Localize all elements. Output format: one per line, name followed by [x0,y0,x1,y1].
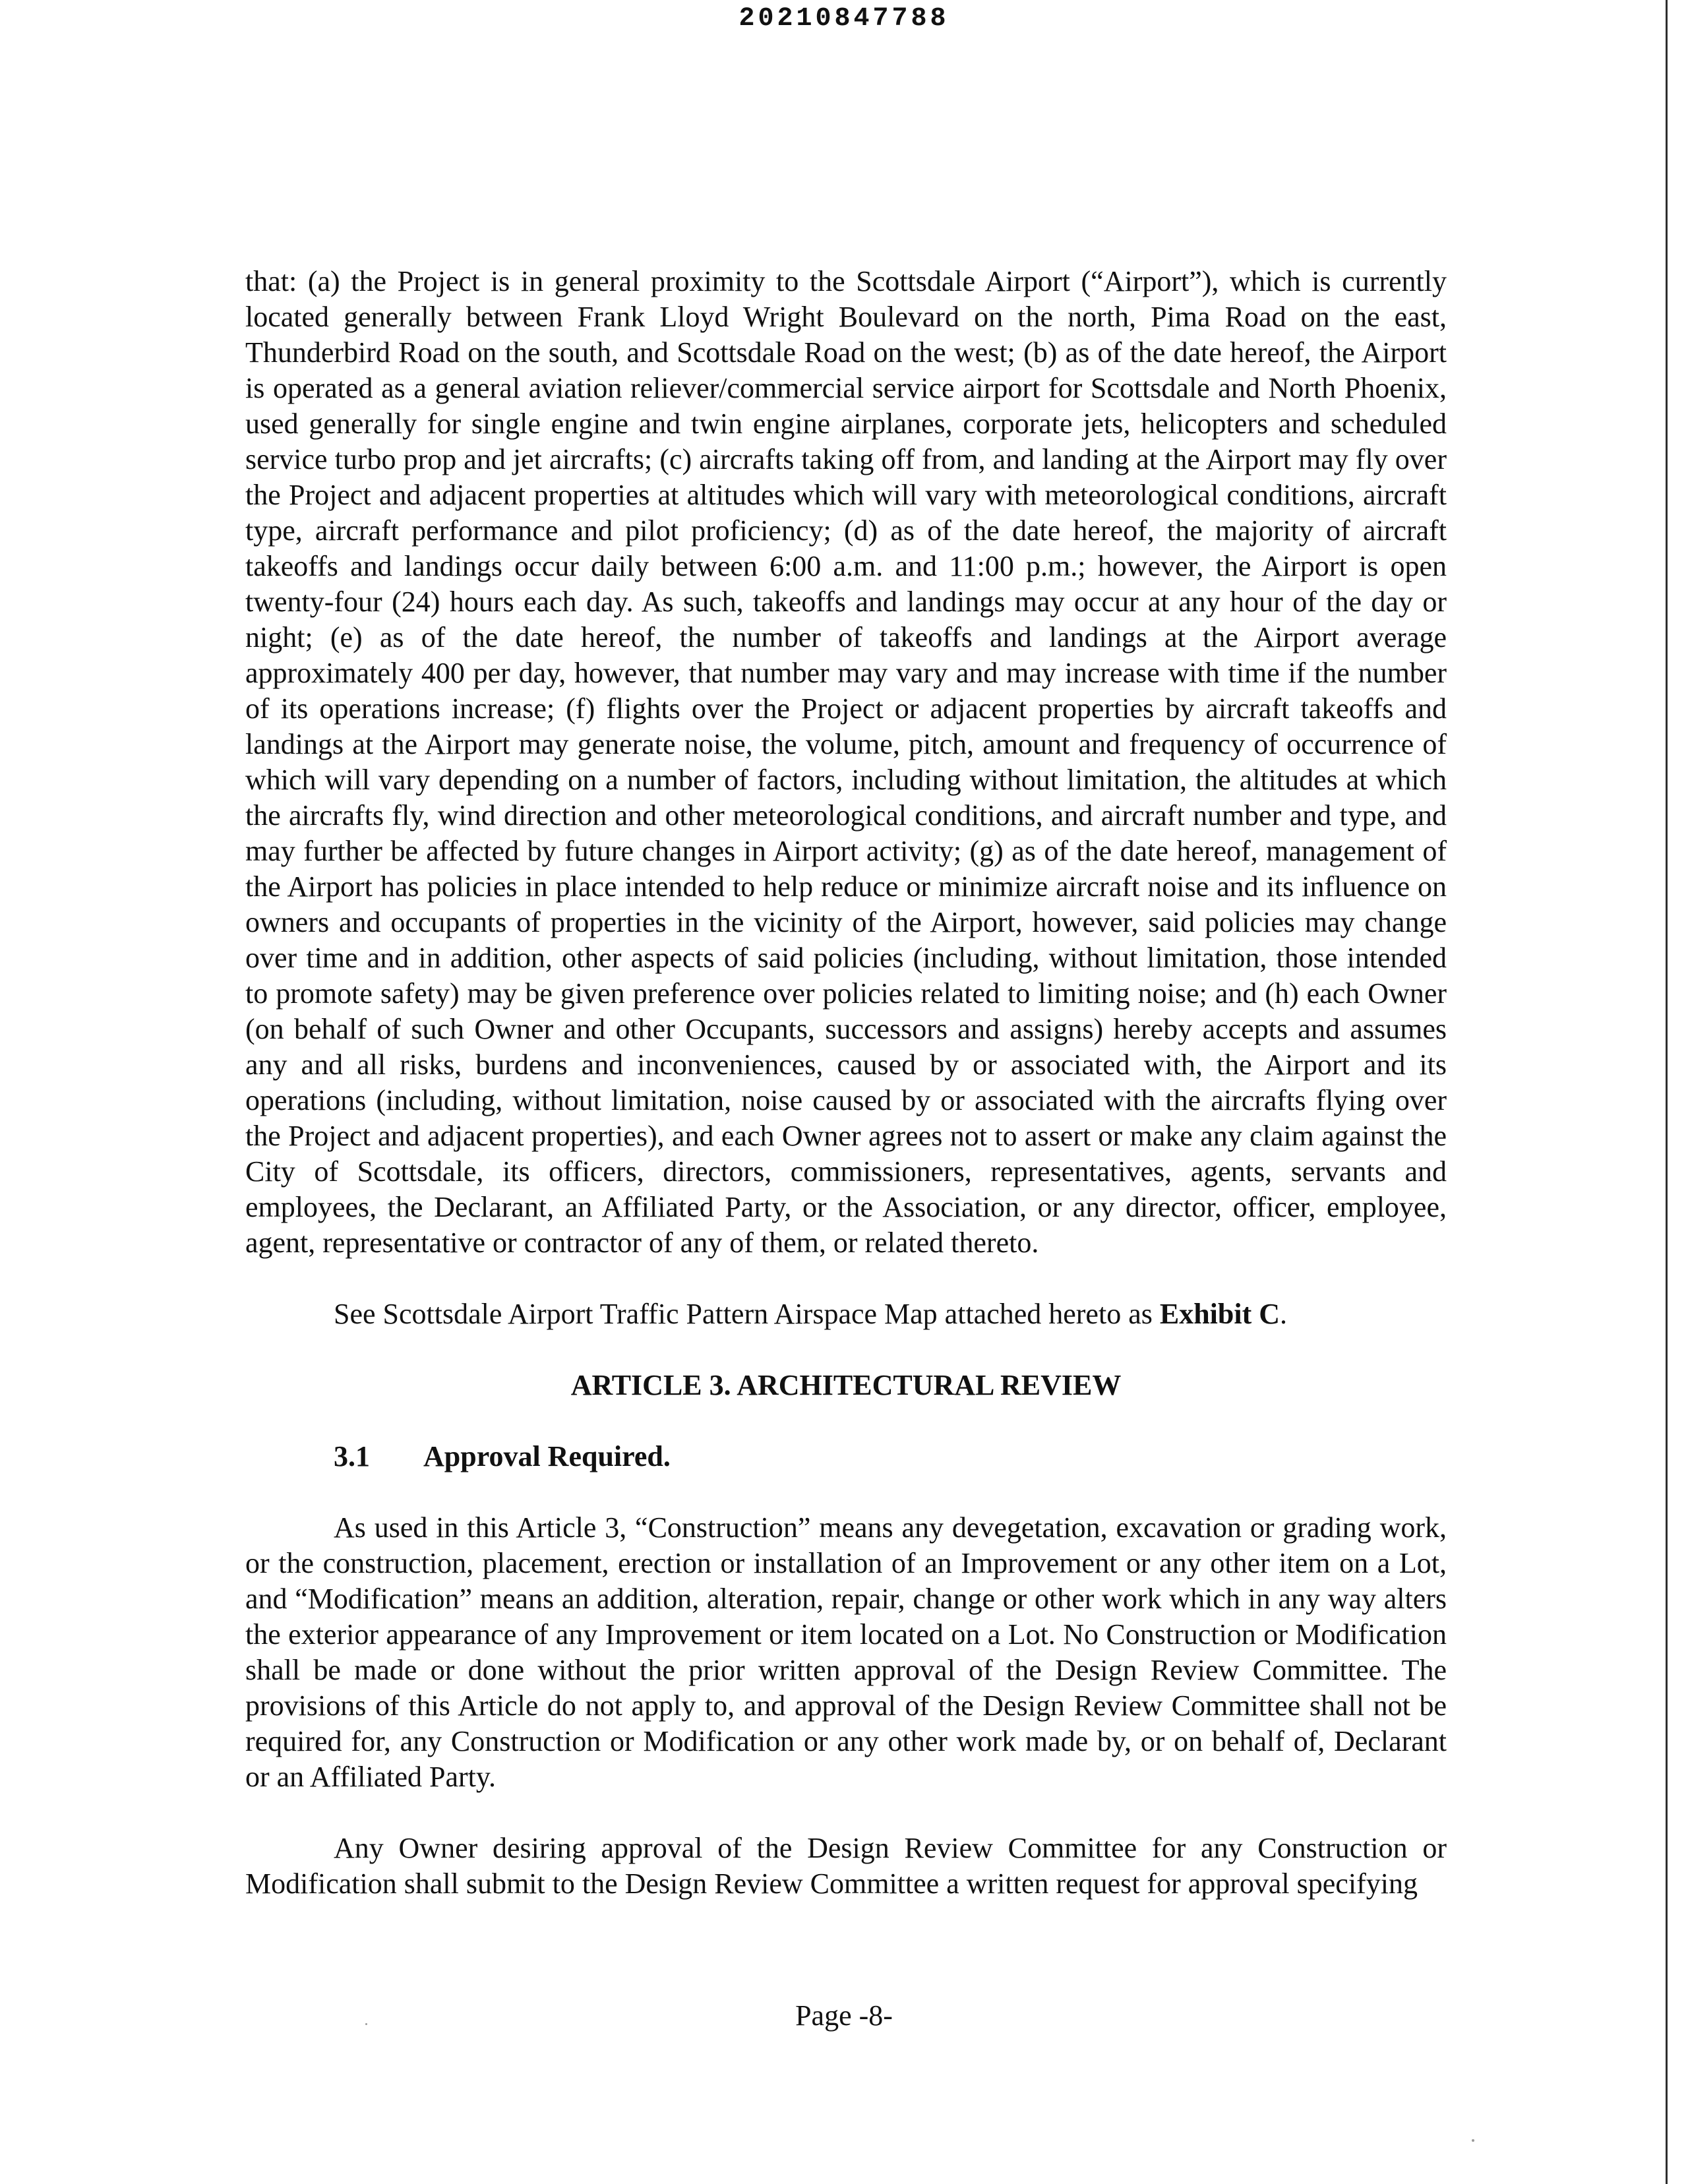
exhibit-period: . [1280,1298,1288,1330]
document-number: 20210847788 [738,4,950,34]
paragraph-airport-disclosure: that: (a) the Project is in general proximity to the Scottsdale Airport (“Airport”), which is currently located generally between Frank Lloyd Wright Boulevard on the north, Pima Road on the east, Thunderbird Road on the south, and Scottsdale Road on the west; (b) as of the date hereof, the Airport is operated as a general aviation reliever/commercial service airport for Scottsdale and North Phoenix, used generally for single engine and twin engine airplanes, corporate jets, helicopters and scheduled service turbo prop and jet aircrafts; (c) aircrafts taking off from, and landing at the Airport may fly over the Project and adjacent properties at altitudes which will vary with meteorological conditions, aircraft type, aircraft performance and pilot proficiency; (d) as of the date hereof, the majority of aircraft takeoffs and landings occur daily between 6:00 a.m. and 11:00 p.m.; however, the Airport is open twenty-four (24) hours each day. As such, takeoffs and landings may occur at any hour of the day or night; (e) as of the date hereof, the number of takeoffs and landings at the Airport average approximately 400 per day, however, that number may vary and may increase with time if the number of its operations increase; (f) flights over the Project or adjacent properties by aircraft takeoffs and landings at the Airport may generate noise, the volume, pitch, amount and frequency of occurrence of which will vary depending on a number of factors, including without limitation, the altitudes at which the aircrafts fly, wind direction and other meteorological conditions, and aircraft number and type, and may further be affected by future changes in Airport activity; (g) as of the date hereof, management of the Airport has policies in place intended to help reduce or minimize aircraft noise and its influence on owners and occupants of properties in the vicinity of the Airport, however, said policies may change over time and in addition, other aspects of said policies (including, without limitation, those intended to promote safety) may be given preference over policies related to limiting noise; and (h) each Owner (on behalf of such Owner and other Occupants, successors and assigns) hereby accepts and assumes any and all risks, burdens and inconveniences, caused by or associated with, the Airport and its operations (including, without limitation, noise caused by or associated with the aircrafts flying over the Project and adjacent properties), and each Owner agrees not to assert or make any claim against the City of Scottsdale, its officers, directors, commissioners, representatives, agents, servants and employees, the Declarant, an Affiliated Party, or the Association, or any director, officer, employee, agent, representative or contractor of any of them, or related thereto. [245,265,1447,1259]
exhibit-label: Exhibit C [1159,1298,1281,1330]
scan-speck [1472,2139,1474,2142]
exhibit-reference [245,1296,1447,1332]
document-body [245,264,1447,1902]
paragraph-approval-request: Any Owner desiring approval of the Design Review Committee for any Construction or Modification shall submit to the Design Review Committee a written request for approval specifying [245,1832,1447,1900]
scan-edge-line [1666,0,1668,2184]
article-heading: ARTICLE 3. ARCHITECTURAL REVIEW [570,1369,1122,1401]
paragraph-construction-definition: As used in this Article 3, “Construction” means any devegetation, excavation or grading work, or the construction, placement, erection or installation of an Improvement or any other item on a Lot, and “Modification” means an addition, alteration, repair, change or other work which in any way alters the exterior appearance of any Improvement or item located on a Lot. No Construction or Modification shall be made or done without the prior written approval of the Design Review Committee. The provisions of this Article do not apply to, and approval of the Design Review Committee shall not be required for, any Construction or Modification or any other work made by, or on behalf of, Declarant or an Affiliated Party. [245,1511,1447,1793]
section-title: Approval Required. [423,1440,671,1472]
section-number: 3.1 [334,1440,370,1472]
scan-speck [365,2023,367,2025]
page-number: Page -8- [795,1999,893,2032]
section-heading [245,1439,1447,1474]
exhibit-reference-text: See Scottsdale Airport Traffic Pattern Airspace Map attached hereto as [334,1298,1160,1330]
